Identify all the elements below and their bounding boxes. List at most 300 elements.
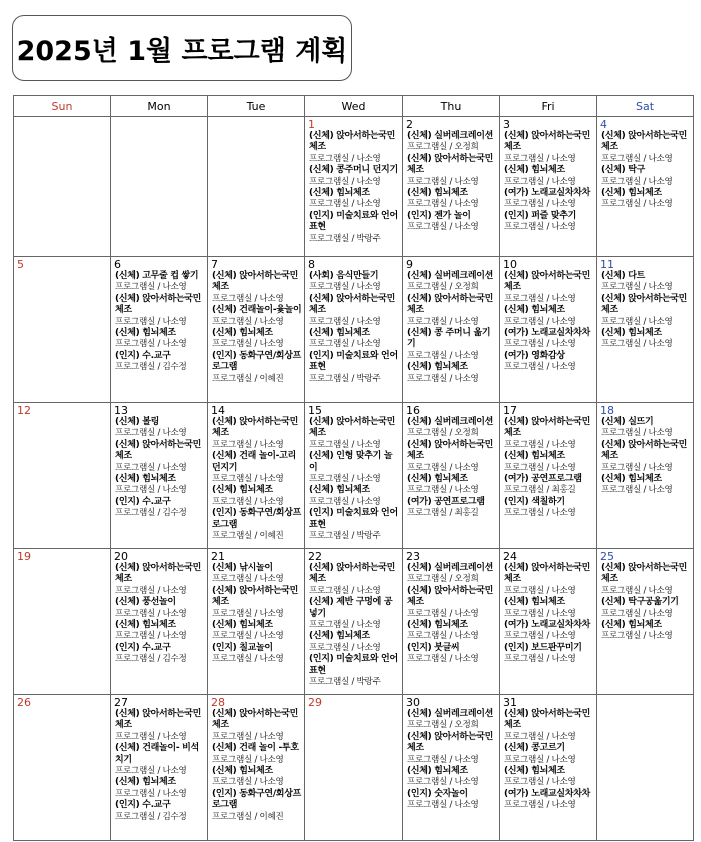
program-name: (신체) 힘뇌체조 — [309, 328, 370, 339]
program-entry — [504, 165, 594, 188]
program-location-staff: 프로그램실 / 오정희 — [407, 428, 479, 439]
day-cell — [111, 549, 208, 695]
program-name: (신체) 인형 맞추기 놀이 — [309, 451, 393, 473]
program-name: (신체) 힘뇌체조 — [115, 328, 176, 339]
program-name: (신체) 앉아서하는국민체조 — [212, 417, 299, 439]
program-entry — [601, 165, 691, 188]
program-name: (여가) 노래교실차차차 — [504, 788, 591, 799]
program-entry — [504, 743, 594, 766]
program-location-staff: 프로그램실 / 오정희 — [407, 142, 479, 153]
program-entry — [115, 800, 205, 823]
program-name: (신체) 실버레크레이션 — [407, 131, 494, 141]
program-entry — [212, 451, 302, 485]
day-cell — [208, 695, 305, 841]
program-name: (신체) 앉아서하는국민체조 — [601, 439, 688, 462]
program-location-staff: 프로그램실 / 나소영 — [115, 485, 187, 496]
program-name: (신체) 힘뇌체조 — [212, 328, 273, 339]
program-location-staff: 프로그램실 / 나소영 — [407, 176, 479, 187]
program-name: (신체) 힘뇌체조 — [115, 777, 176, 788]
program-entry — [407, 709, 497, 732]
program-entry — [309, 597, 400, 631]
program-entry — [115, 271, 205, 294]
program-name: (인지) 붓글씨 — [407, 642, 460, 653]
program-name: (신체) 실뜨기 — [601, 417, 654, 427]
day-number — [600, 697, 691, 709]
program-location-staff: 프로그램실 / 나소영 — [309, 642, 381, 653]
program-location-staff: 프로그램실 / 나소영 — [309, 282, 381, 293]
program-location-staff: 프로그램실 / 나소영 — [212, 777, 284, 788]
program-entry — [212, 351, 302, 385]
program-name: (신체) 건래놀이- 비석치기 — [115, 743, 199, 765]
program-entry — [115, 328, 205, 351]
program-entry — [212, 709, 302, 743]
program-location-staff: 프로그램실 / 나소영 — [212, 631, 284, 642]
program-entry — [407, 620, 497, 643]
program-location-staff: 프로그램실 / 나소영 — [407, 462, 479, 473]
day-cell — [111, 695, 208, 841]
program-location-staff: 프로그램실 / 이혜진 — [212, 531, 284, 542]
program-name: (신체) 힘뇌체조 — [601, 620, 662, 631]
day-cell — [111, 257, 208, 403]
program-location-staff: 프로그램실 / 나소영 — [115, 282, 187, 293]
program-entry — [407, 328, 497, 362]
program-location-staff: 프로그램실 / 나소영 — [115, 339, 187, 350]
program-name: (여가) 노래교실차차차 — [504, 188, 591, 199]
program-entry — [601, 474, 691, 497]
program-entry — [309, 631, 400, 654]
program-location-staff: 프로그램실 / 오정희 — [407, 282, 479, 293]
program-location-staff: 프로그램실 / 나소영 — [601, 176, 673, 187]
day-number: 3 — [503, 118, 510, 131]
day-cell — [305, 257, 403, 403]
program-entry — [504, 597, 594, 620]
day-number: 21 — [211, 550, 225, 563]
day-number: 4 — [600, 118, 607, 131]
program-entry — [504, 305, 594, 328]
program-name: (신체) 힘뇌체조 — [407, 188, 468, 199]
program-location-staff: 프로그램실 / 나소영 — [407, 350, 479, 361]
program-location-staff: 프로그램실 / 김수정 — [115, 362, 187, 373]
program-name: (신체) 앉아서하는국민체조 — [115, 709, 202, 731]
day-number: 12 — [17, 404, 31, 417]
program-name: (신체) 앉아서하는국민체조 — [407, 439, 494, 462]
program-name: (인지) 젠가 놀이 — [407, 210, 471, 221]
program-location-staff: 프로그램실 / 나소영 — [504, 800, 576, 811]
program-entry — [601, 328, 691, 351]
program-entry — [309, 211, 400, 245]
program-entry — [407, 586, 497, 620]
program-entry — [115, 294, 205, 328]
program-name: (신체) 콩고르기 — [504, 743, 565, 754]
day-number: 6 — [114, 258, 121, 271]
program-entry — [601, 417, 691, 440]
program-name: (여가) 노래교실차차차 — [504, 620, 591, 631]
program-entry — [309, 351, 400, 385]
day-number — [17, 119, 108, 131]
program-entry — [601, 131, 691, 165]
program-name: (신체) 앉아서하는국민체조 — [601, 293, 688, 316]
day-number: 13 — [114, 404, 128, 417]
day-number: 1 — [308, 118, 315, 131]
day-cell — [305, 117, 403, 257]
program-name: (인지) 칠교놀이 — [212, 642, 273, 653]
program-name: (인지) 수.교구 — [115, 642, 171, 653]
program-location-staff: 프로그램실 / 김수정 — [115, 654, 187, 665]
program-entry — [309, 131, 400, 165]
program-location-staff: 프로그램실 / 나소영 — [407, 800, 479, 811]
program-entry — [309, 328, 400, 351]
program-entry — [115, 474, 205, 497]
program-entry — [309, 271, 400, 294]
program-location-staff: 프로그램실 / 이혜진 — [212, 811, 284, 822]
day-number — [114, 119, 205, 131]
week-row — [14, 257, 694, 403]
program-entry — [601, 440, 691, 474]
title-box — [12, 15, 352, 81]
program-location-staff: 프로그램실 / 나소영 — [504, 777, 576, 788]
program-entry — [504, 563, 594, 597]
program-entry — [504, 474, 594, 497]
page-title: 2025년 1월 프로그램 계획 — [16, 35, 348, 67]
weekday-mon: Mon — [111, 96, 208, 117]
program-location-staff: 프로그램실 / 나소영 — [504, 153, 576, 164]
program-location-staff: 프로그램실 / 김수정 — [115, 508, 187, 519]
program-location-staff: 프로그램실 / 최홍길 — [504, 485, 576, 496]
program-name: (신체) 콩 주머니 옮기기 — [407, 328, 491, 350]
program-entry — [504, 620, 594, 643]
program-name: (신체) 풍선놀이 — [115, 597, 176, 608]
program-name: (신체) 앉아서하는국민체조 — [407, 731, 494, 754]
program-location-staff: 프로그램실 / 나소영 — [212, 731, 284, 742]
program-location-staff: 프로그램실 / 나소영 — [309, 620, 381, 631]
day-number: 9 — [406, 258, 413, 271]
program-location-staff: 프로그램실 / 나소영 — [504, 731, 576, 742]
program-entry — [601, 597, 691, 620]
day-cell — [14, 117, 111, 257]
program-entry — [407, 474, 497, 497]
program-entry — [212, 328, 302, 351]
day-cell — [305, 695, 403, 841]
week-row — [14, 695, 694, 841]
program-entry — [504, 271, 594, 305]
program-location-staff: 프로그램실 / 나소영 — [601, 485, 673, 496]
program-location-staff: 프로그램실 / 나소영 — [212, 574, 284, 585]
program-location-staff: 프로그램실 / 나소영 — [504, 585, 576, 596]
program-name: (신체) 앉아서하는국민체조 — [504, 271, 591, 293]
program-name: (신체) 힘뇌체조 — [504, 305, 565, 316]
program-location-staff: 프로그램실 / 나소영 — [309, 585, 381, 596]
program-name: (인지) 수.교구 — [115, 496, 171, 507]
program-entry — [504, 328, 594, 351]
program-entry — [407, 497, 497, 520]
week-row — [14, 403, 694, 549]
program-name: (신체) 실버레크레이션 — [407, 417, 494, 427]
program-location-staff: 프로그램실 / 나소영 — [212, 754, 284, 765]
program-location-staff: 프로그램실 / 나소영 — [115, 585, 187, 596]
day-cell — [597, 117, 694, 257]
program-name: (신체) 힘뇌체조 — [407, 362, 468, 373]
program-name: (신체) 힘뇌체조 — [309, 485, 370, 496]
day-cell — [597, 403, 694, 549]
program-name: (신체) 앉아서하는국민체조 — [212, 271, 299, 293]
program-name: (신체) 힘뇌체조 — [212, 485, 273, 496]
program-location-staff: 프로그램실 / 나소영 — [601, 462, 673, 473]
program-entry — [407, 563, 497, 586]
program-entry — [407, 643, 497, 666]
day-cell — [208, 117, 305, 257]
program-name: (인지) 미술치료와 언어표현 — [309, 350, 398, 373]
weekday-thu: Thu — [403, 96, 500, 117]
program-entry — [212, 508, 302, 542]
day-number: 19 — [17, 550, 31, 563]
day-number: 25 — [600, 550, 614, 563]
day-cell — [597, 695, 694, 841]
program-name: (신체) 앉아서하는국민체조 — [504, 709, 591, 731]
program-entry — [212, 743, 302, 766]
program-name: (인지) 색칠하기 — [504, 496, 565, 507]
day-number: 5 — [17, 258, 24, 271]
program-location-staff: 프로그램실 / 나소영 — [504, 316, 576, 327]
weekday-tue: Tue — [208, 96, 305, 117]
program-location-staff: 프로그램실 / 나소영 — [115, 731, 187, 742]
day-number: 7 — [211, 258, 218, 271]
program-entry — [115, 777, 205, 800]
program-entry — [212, 766, 302, 789]
program-entry — [309, 563, 400, 597]
program-entry — [309, 188, 400, 211]
day-number — [211, 119, 302, 131]
program-name: (인지) 미술치료와 언어표현 — [309, 508, 398, 530]
program-name: (신체) 앉아서하는국민체조 — [504, 417, 591, 439]
program-entry — [309, 294, 400, 328]
program-entry — [504, 643, 594, 666]
program-location-staff: 프로그램실 / 나소영 — [601, 282, 673, 293]
program-location-staff: 프로그램실 / 나소영 — [212, 496, 284, 507]
day-cell — [500, 549, 597, 695]
program-entry — [601, 294, 691, 328]
program-entry — [115, 643, 205, 666]
program-entry — [309, 451, 400, 485]
day-number: 11 — [600, 258, 614, 271]
program-location-staff: 프로그램실 / 나소영 — [601, 316, 673, 327]
day-cell — [597, 257, 694, 403]
program-entry — [115, 709, 205, 743]
program-entry — [115, 620, 205, 643]
week-row — [14, 117, 694, 257]
program-entry — [115, 440, 205, 474]
program-location-staff: 프로그램실 / 나소영 — [407, 222, 479, 233]
day-cell — [403, 549, 500, 695]
program-entry — [504, 497, 594, 520]
program-name: (신체) 건래 놀이 -투호 — [212, 743, 299, 754]
program-location-staff: 프로그램실 / 나소영 — [601, 339, 673, 350]
program-name: (신체) 힘뇌체조 — [115, 474, 176, 485]
day-number: 20 — [114, 550, 128, 563]
program-name: (신체) 앉아서하는국민체조 — [601, 563, 688, 585]
program-entry — [407, 766, 497, 789]
weekday-sat: Sat — [597, 96, 694, 117]
program-name: (신체) 앉아서하는국민체조 — [407, 585, 494, 608]
day-cell — [500, 403, 597, 549]
program-location-staff: 프로그램실 / 나소영 — [504, 631, 576, 642]
program-name: (신체) 앉아서하는국민체조 — [407, 153, 494, 176]
day-number: 23 — [406, 550, 420, 563]
program-name: (신체) 힘뇌체조 — [407, 620, 468, 631]
program-entry — [309, 508, 400, 542]
weekday-sun: Sun — [14, 96, 111, 117]
day-cell — [500, 117, 597, 257]
program-location-staff: 프로그램실 / 나소영 — [212, 608, 284, 619]
program-name: (신체) 앉아서하는국민체조 — [309, 131, 396, 153]
program-name: (인지) 수.교구 — [115, 800, 171, 811]
program-name: (신체) 힘뇌체조 — [504, 597, 565, 608]
program-location-staff: 프로그램실 / 나소영 — [115, 608, 187, 619]
program-entry — [115, 351, 205, 374]
program-name: (신체) 실버레크레이션 — [407, 709, 494, 719]
program-location-staff: 프로그램실 / 나소영 — [407, 754, 479, 765]
program-name: (사회) 음식만들기 — [309, 271, 379, 281]
program-name: (여가) 노래교실차차차 — [504, 328, 591, 339]
program-location-staff: 프로그램실 / 나소영 — [212, 316, 284, 327]
program-location-staff: 프로그램실 / 나소영 — [601, 585, 673, 596]
program-location-staff: 프로그램실 / 나소영 — [504, 339, 576, 350]
program-name: (신체) 힘뇌체조 — [601, 328, 662, 339]
program-name: (신체) 건래 놀이-고리던지기 — [212, 451, 296, 473]
program-location-staff: 프로그램실 / 박랑주 — [309, 677, 381, 688]
day-number: 10 — [503, 258, 517, 271]
day-cell — [14, 549, 111, 695]
day-number: 18 — [600, 404, 614, 417]
program-entry — [504, 789, 594, 812]
program-location-staff: 프로그램실 / 이혜진 — [212, 373, 284, 384]
day-cell — [305, 403, 403, 549]
program-name: (인지) 동화구연/회상프로그램 — [212, 788, 301, 811]
program-location-staff: 프로그램실 / 나소영 — [115, 462, 187, 473]
program-entry — [407, 188, 497, 211]
day-cell — [403, 257, 500, 403]
program-location-staff: 프로그램실 / 나소영 — [504, 439, 576, 450]
program-name: (신체) 힘뇌체조 — [309, 631, 370, 642]
program-entry — [407, 211, 497, 234]
program-location-staff: 프로그램실 / 나소영 — [212, 474, 284, 485]
day-cell — [403, 695, 500, 841]
program-name: (신체) 힘뇌체조 — [407, 766, 468, 777]
program-name: (신체) 앉아서하는국민체조 — [504, 131, 591, 153]
program-location-staff: 프로그램실 / 나소영 — [309, 474, 381, 485]
program-entry — [212, 563, 302, 586]
program-name: (인지) 미술치료와 언어표현 — [309, 210, 398, 233]
program-name: (신체) 힘뇌체조 — [601, 188, 662, 199]
program-entry — [407, 294, 497, 328]
program-name: (신체) 앉아서하는국민체조 — [601, 131, 688, 153]
program-entry — [504, 188, 594, 211]
program-name: (인지) 동화구연/회상프로그램 — [212, 508, 301, 530]
program-name: (신체) 힘뇌체조 — [309, 188, 370, 199]
program-entry — [115, 417, 205, 440]
program-entry — [407, 154, 497, 188]
program-entry — [115, 743, 205, 777]
day-cell — [305, 549, 403, 695]
program-entry — [115, 497, 205, 520]
day-cell — [14, 257, 111, 403]
program-name: (인지) 보드판꾸미기 — [504, 642, 582, 653]
program-location-staff: 프로그램실 / 나소영 — [309, 153, 381, 164]
program-name: (신체) 힘뇌체조 — [115, 620, 176, 631]
program-entry — [407, 732, 497, 766]
program-entry — [309, 485, 400, 508]
program-location-staff: 프로그램실 / 나소영 — [407, 654, 479, 665]
program-entry — [309, 165, 400, 188]
program-name: (신체) 힘뇌체조 — [212, 766, 273, 777]
program-location-staff: 프로그램실 / 나소영 — [309, 316, 381, 327]
day-cell — [111, 117, 208, 257]
program-entry — [407, 440, 497, 474]
program-name: (여가) 영화감상 — [504, 350, 565, 361]
day-cell — [500, 695, 597, 841]
program-entry — [212, 586, 302, 620]
program-location-staff: 프로그램실 / 나소영 — [407, 199, 479, 210]
program-location-staff: 프로그램실 / 나소영 — [504, 608, 576, 619]
day-cell — [208, 257, 305, 403]
program-name: (신체) 탁구 — [601, 165, 646, 176]
program-entry — [212, 620, 302, 643]
day-number: 22 — [308, 550, 322, 563]
program-name: (인지) 미술치료와 언어표현 — [309, 654, 398, 676]
program-name: (신체) 앉아서하는국민체조 — [115, 563, 202, 585]
program-name: (신체) 앉아서하는국민체조 — [407, 293, 494, 316]
calendar-table — [13, 95, 694, 841]
program-name: (신체) 제반 구멍에 공 넣기 — [309, 597, 393, 619]
day-cell — [597, 549, 694, 695]
program-location-staff: 프로그램실 / 나소영 — [504, 362, 576, 373]
day-cell — [14, 695, 111, 841]
program-location-staff: 프로그램실 / 나소영 — [407, 373, 479, 384]
program-location-staff: 프로그램실 / 오정희 — [407, 720, 479, 731]
program-location-staff: 프로그램실 / 박랑주 — [309, 233, 381, 244]
program-entry — [212, 643, 302, 666]
program-location-staff: 프로그램실 / 나소영 — [504, 199, 576, 210]
program-entry — [309, 654, 400, 688]
program-name: (신체) 다트 — [601, 271, 646, 281]
program-entry — [504, 451, 594, 474]
program-name: (여가) 공연프로그램 — [504, 474, 582, 485]
program-name: (신체) 앉아서하는국민체조 — [309, 293, 396, 316]
program-location-staff: 프로그램실 / 최홍길 — [407, 508, 479, 519]
day-cell — [208, 549, 305, 695]
program-location-staff: 프로그램실 / 나소영 — [115, 316, 187, 327]
program-location-staff: 프로그램실 / 나소영 — [601, 199, 673, 210]
program-entry — [212, 305, 302, 328]
program-name: (신체) 실버레크레이션 — [407, 563, 494, 573]
program-entry — [601, 188, 691, 211]
program-location-staff: 프로그램실 / 나소영 — [407, 608, 479, 619]
program-entry — [601, 620, 691, 643]
program-entry — [504, 417, 594, 451]
day-number: 27 — [114, 696, 128, 709]
program-location-staff: 프로그램실 / 나소영 — [309, 176, 381, 187]
day-number: 15 — [308, 404, 322, 417]
program-name: (신체) 앉아서하는국민체조 — [309, 563, 396, 585]
weekday-fri: Fri — [500, 96, 597, 117]
program-location-staff: 프로그램실 / 나소영 — [601, 631, 673, 642]
program-entry — [407, 271, 497, 294]
program-location-staff: 프로그램실 / 나소영 — [601, 153, 673, 164]
day-number: 14 — [211, 404, 225, 417]
day-number: 28 — [211, 696, 225, 709]
day-number: 30 — [406, 696, 420, 709]
program-name: (신체) 고무줄 컵 쌓기 — [115, 271, 199, 281]
program-name: (신체) 힘뇌체조 — [504, 766, 565, 777]
